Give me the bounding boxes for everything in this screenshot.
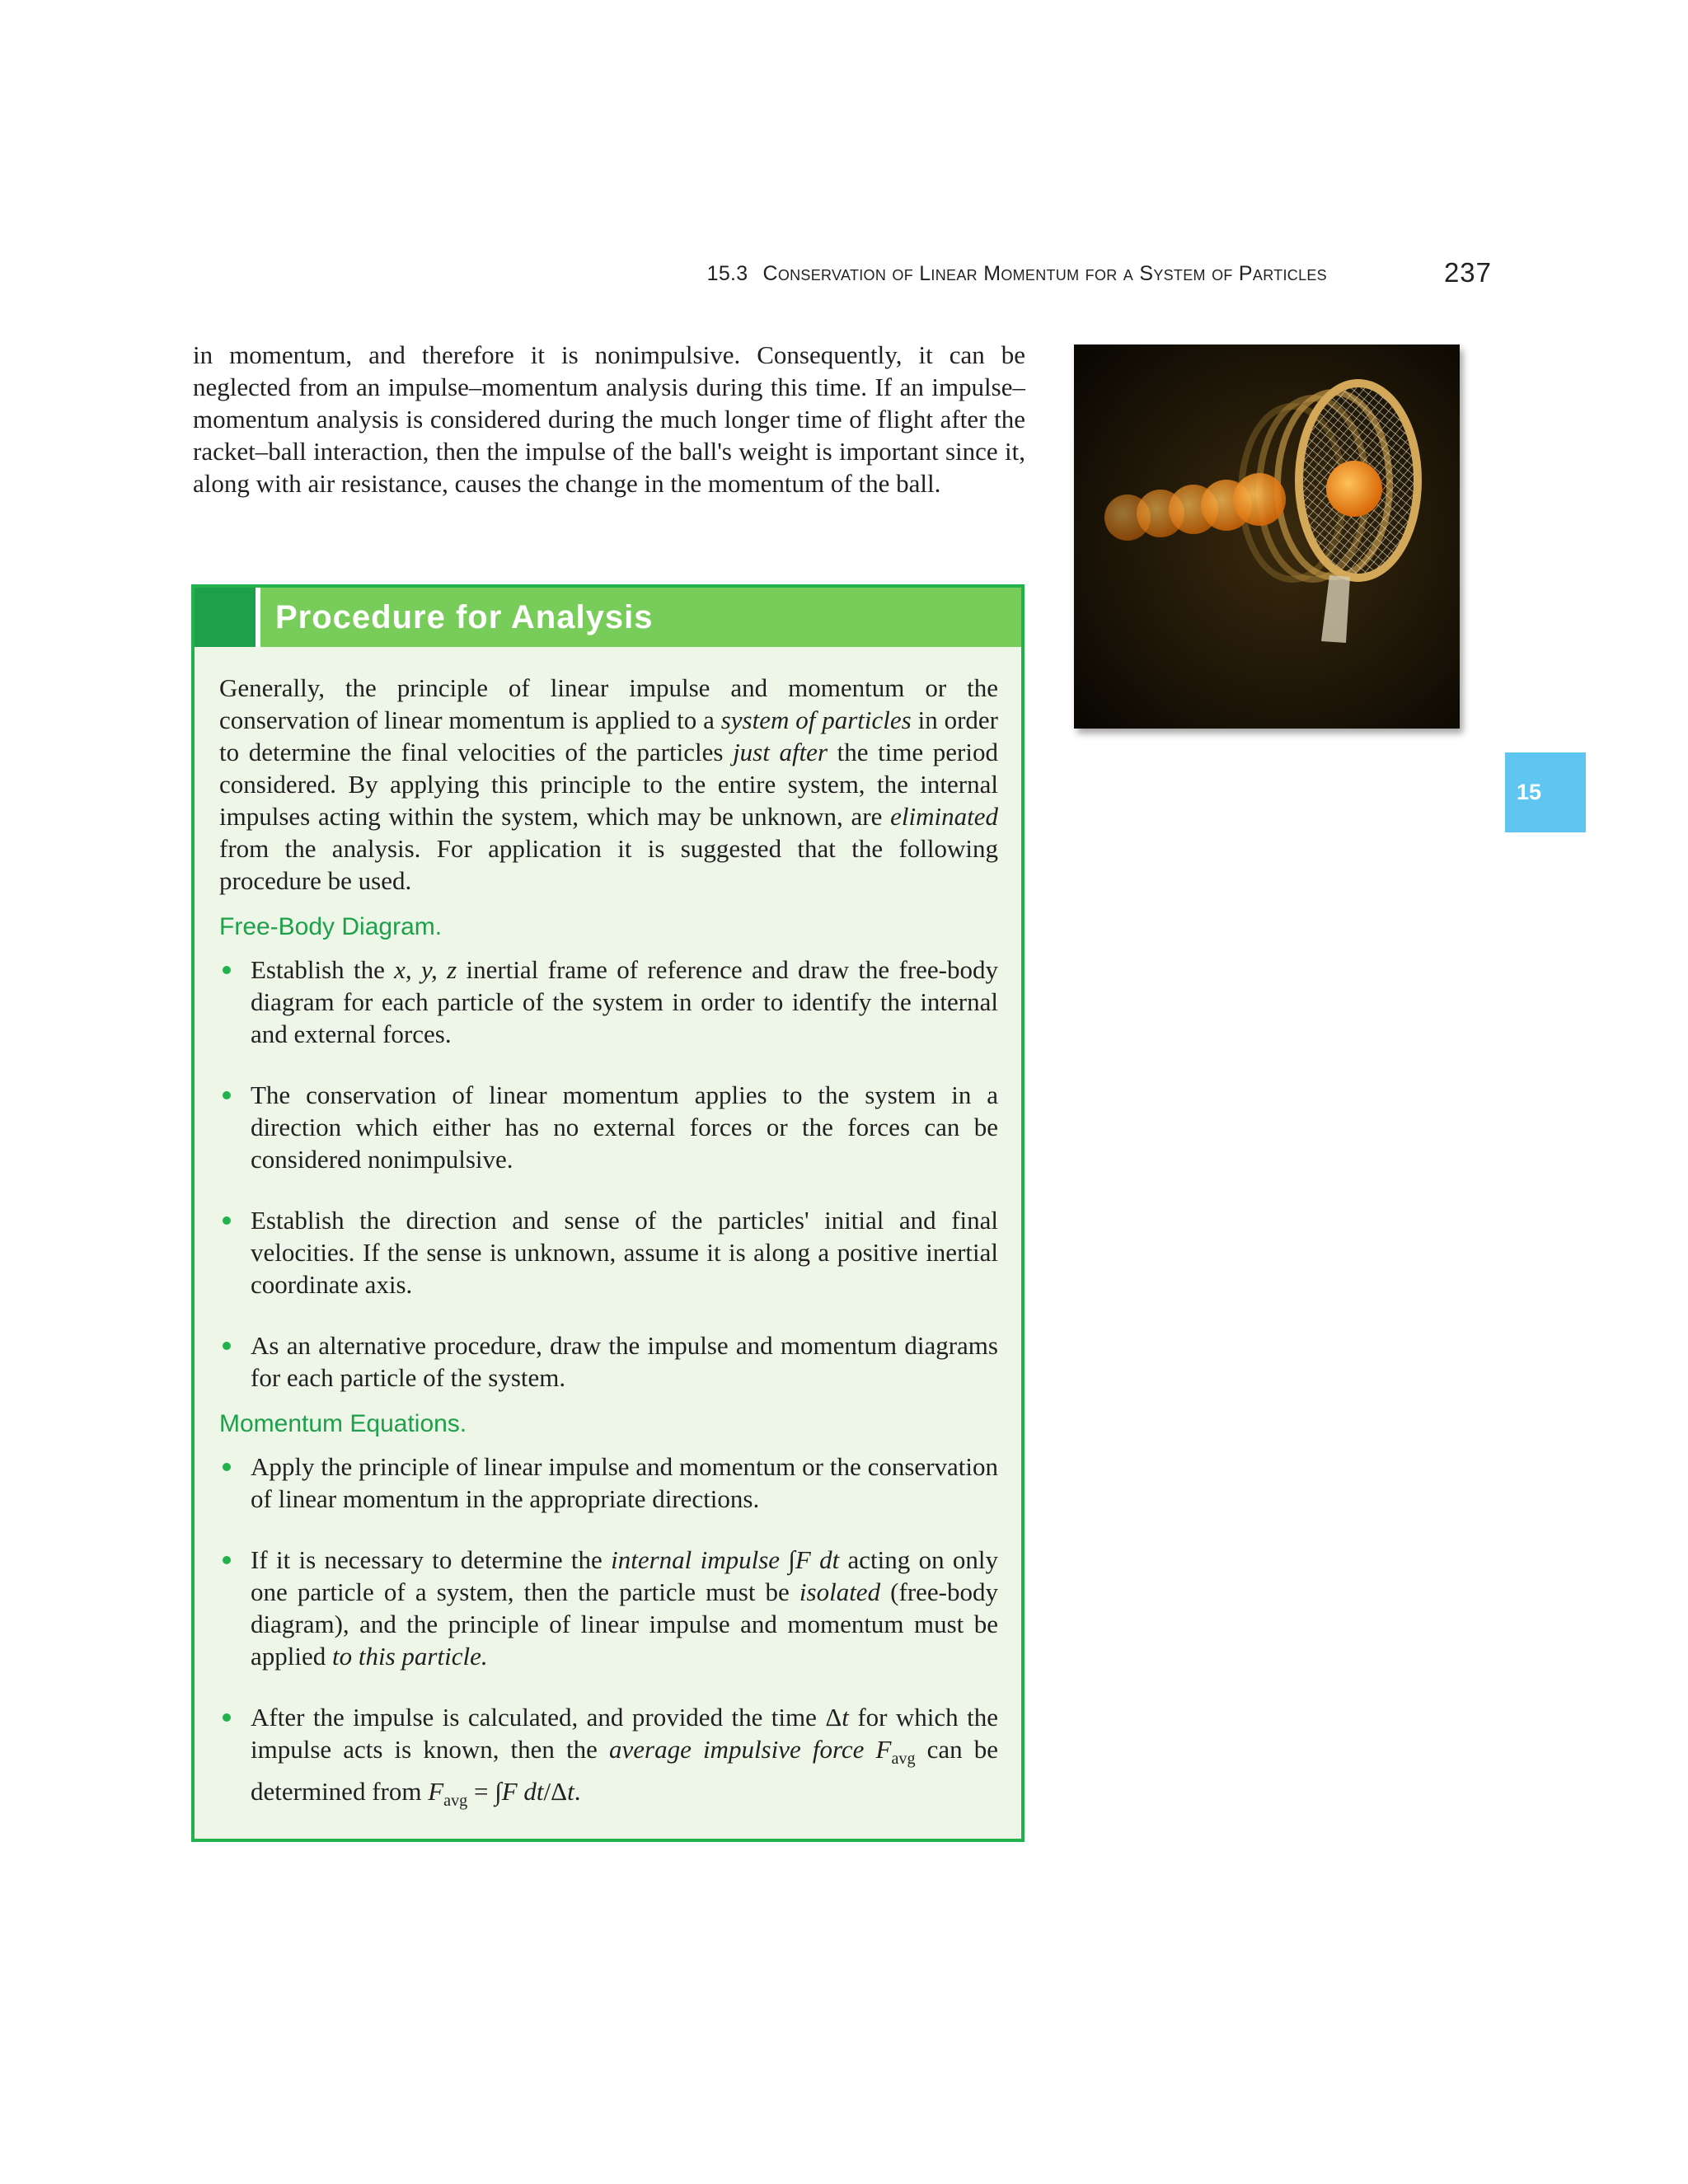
text-run: Establish the [251, 955, 395, 984]
procedure-box-header [195, 588, 1021, 647]
list-item [219, 1204, 998, 1301]
text-run [864, 1735, 875, 1764]
text-run: t [842, 1703, 849, 1732]
list-spacer [219, 1515, 998, 1544]
list-item [219, 1544, 998, 1672]
header-divider [256, 588, 260, 647]
bullet-icon [223, 1463, 231, 1471]
text-run: Establish the direction and sense of the particles' initial and final velocities. If the sense is unknown, assume it is along a positive inertial coordinate axis. [251, 1206, 998, 1299]
list-spacer [219, 1301, 998, 1329]
list-item [219, 1701, 998, 1817]
text-run: ∫ [780, 1545, 795, 1574]
text-run: avg [891, 1750, 916, 1769]
text-run: inertial frame of reference and draw the free-body diagram for each particle of the system in order to identify the internal and external forces. [251, 955, 998, 1048]
text-run: from the analysis. For application it is suggested that the following procedure be used. [219, 834, 998, 895]
text-run: F dt [795, 1545, 840, 1574]
page-header [0, 257, 1492, 295]
text-run: F dt [501, 1777, 544, 1807]
bullet-icon [223, 966, 231, 974]
bullet-icon [223, 1713, 231, 1722]
text-run: If it is necessary to determine the [251, 1545, 612, 1574]
chapter-tab[interactable]: 15 [1505, 752, 1586, 832]
page-number: 237 [1443, 257, 1492, 288]
text-run: system of particles [720, 705, 912, 734]
text-run: eliminated [890, 802, 998, 831]
procedure-box [191, 584, 1025, 1842]
section-number: 15.3 [706, 262, 748, 285]
bullet-list [219, 1451, 998, 1817]
bullet-list [219, 954, 998, 1394]
procedure-body [219, 672, 998, 1817]
list-item [219, 1079, 998, 1175]
list-item [219, 1451, 998, 1515]
text-run: F [875, 1735, 892, 1764]
text-run: in order to determine the final velocities of the particles [219, 705, 998, 766]
text-run: x, y, z [394, 955, 457, 984]
text-run: Apply the principle of linear impulse and momentum or the conservation of linear momentum in the appropriate directions. [251, 1452, 998, 1513]
section-heading: Free-Body Diagram. [219, 913, 443, 940]
text-run: . [574, 1777, 581, 1807]
text-run: acting on only one particle of a system, then the particle must be [251, 1545, 998, 1606]
list-spacer [219, 1672, 998, 1701]
text-run: for which the impulse acts is known, then the [251, 1703, 998, 1764]
list-item [219, 954, 998, 1050]
section-title: Conservation of Linear Momentum for a System of Particles [762, 262, 1327, 285]
text-run: can be determined from [251, 1735, 999, 1807]
bullet-icon [223, 1342, 231, 1350]
bullet-icon [223, 1091, 231, 1099]
text-run: internal impulse [611, 1545, 781, 1574]
text-run: isolated [799, 1577, 881, 1606]
text-run: average impulsive force [609, 1735, 865, 1764]
text-run: = ∫ [467, 1777, 502, 1807]
list-spacer [219, 1175, 998, 1204]
text-run: just after [733, 738, 828, 766]
text-run: /Δ [543, 1777, 568, 1807]
racket-ball-photo [1074, 344, 1460, 729]
header-accent [195, 588, 256, 647]
text-run: Generally, the principle of linear impulse and momentum or the conservation of linear momentum is applied to a [219, 673, 998, 734]
text-run: As an alternative procedure, draw the impulse and momentum diagrams for each particle of the system. [251, 1331, 998, 1392]
list-item [219, 1329, 998, 1394]
procedure-intro [219, 672, 998, 897]
text-run: The conservation of linear momentum applies to the system in a direction which either has no external forces or the forces can be considered nonimpulsive. [251, 1080, 998, 1174]
text-run: the time period considered. By applying this principle to the entire system, the internal impulses acting within the system, which may be unknown, are [219, 738, 998, 831]
text-run: t [567, 1777, 574, 1807]
section-heading: Momentum Equations. [219, 1410, 467, 1437]
running-head [707, 262, 1327, 286]
list-spacer [219, 1050, 998, 1079]
bullet-icon [223, 1556, 231, 1564]
text-run: to this particle. [332, 1642, 488, 1671]
text-run: (free-body diagram), and the principle of linear impulse and momentum must be applied [251, 1577, 998, 1671]
text-run: After the impulse is calculated, and provided the time Δ [251, 1703, 842, 1732]
procedure-title: Procedure for Analysis [275, 599, 654, 635]
text-run: F [428, 1777, 444, 1807]
text-run: avg [443, 1792, 468, 1811]
bullet-icon [223, 1216, 231, 1225]
intro-paragraph: in momentum, and therefore it is nonimpulsive. Consequently, it can be neglected from an impulse–momentum analysis during this time. If an impulse–momentum analysis is considered during the much longer time of flight after the racket–ball interaction, then the impulse of the ball's weight is important since it, along with air resistance, causes the change in the momentum of the ball. [193, 340, 1025, 498]
